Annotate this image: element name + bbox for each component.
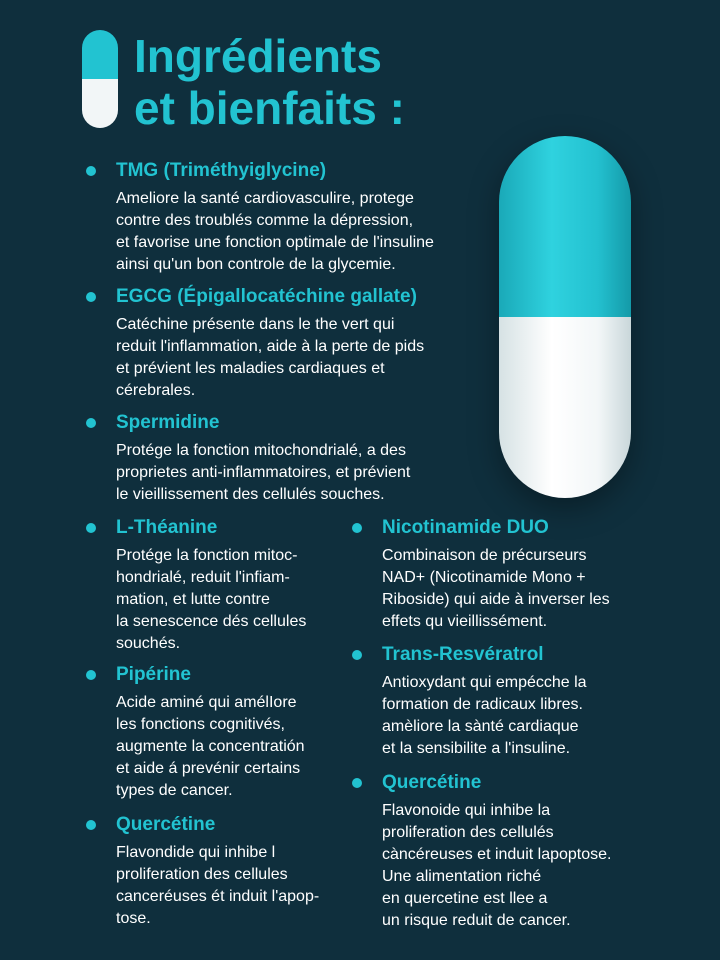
bullet-icon (86, 166, 96, 176)
ingredient-description (116, 692, 346, 802)
bullet-icon (86, 418, 96, 428)
ingredient-piperine (86, 664, 346, 802)
description-line: proliferation des cellules (116, 866, 288, 883)
ingredient-title: L-Théanine (116, 517, 218, 538)
ingredient-description (116, 314, 486, 402)
bullet-icon (86, 820, 96, 830)
description-line: Ameliore la santé cardiovasculire, protege (116, 190, 414, 207)
ingredient-title: Quercétine (116, 814, 216, 835)
ingredient-tmg (86, 160, 486, 276)
description-line: la senescence dés cellules (116, 613, 307, 630)
ingredient-title: Quercétine (382, 772, 482, 793)
description-line: NAD+ (Nicotinamide Mono + (382, 569, 586, 586)
ingredient-quercetine-right (352, 772, 652, 932)
description-line: Combinaison de précurseurs (382, 547, 587, 564)
description-line: Protége la fonction mitoc- (116, 547, 298, 564)
description-line: Flavondide qui inhibe l (116, 844, 276, 861)
large-capsule-top-half (499, 136, 631, 317)
title-line-2: et bienfaits : (134, 82, 405, 134)
description-line: cérebrales. (116, 382, 196, 399)
ingredient-title: Trans-Resvératrol (382, 644, 544, 665)
description-line: proprietes anti-inflammatoires, et prévient (116, 464, 411, 481)
description-line: Acide aminé qui amélIore (116, 694, 297, 711)
ingredient-title: Spermidine (116, 412, 220, 433)
ingredient-description (116, 440, 486, 506)
ingredient-description (382, 545, 652, 633)
description-line: tose. (116, 910, 151, 927)
ingredient-egcg (86, 286, 486, 402)
description-line: et aide á prevénir certains (116, 760, 301, 777)
ingredient-title: EGCG (Épigallocatéchine gallate) (116, 286, 417, 307)
ingredient-nicotinamide-duo (352, 517, 652, 633)
description-line: et la sensibilite a l'insuline. (382, 740, 571, 757)
description-line: contre des troublés comme la dépression, (116, 212, 414, 229)
description-line: en quercetine est llee a (382, 890, 548, 907)
large-capsule-bottom-half (499, 317, 631, 498)
description-line: ainsi qu'un bon controle de la glycemie. (116, 256, 396, 273)
bullet-icon (86, 670, 96, 680)
description-line: augmente la concentratión (116, 738, 305, 755)
capsule-bottom-half (82, 79, 118, 128)
large-capsule-illustration (499, 136, 631, 498)
description-line: Flavonoide qui inhibe la (382, 802, 551, 819)
ingredient-spermidine (86, 412, 486, 506)
description-line: effets qu vieillissément. (382, 613, 548, 630)
bullet-icon (352, 523, 362, 533)
description-line: formation de radicaux libres. (382, 696, 583, 713)
capsule-top-half (82, 30, 118, 79)
description-line: amèliore la sànté cardiaque (382, 718, 579, 735)
description-line: souchés. (116, 635, 181, 652)
ingredient-title: Pipérine (116, 664, 191, 685)
bullet-icon (86, 523, 96, 533)
description-line: reduit l'inflammation, aide à la perte de pids (116, 338, 425, 355)
ingredient-trans-resveratrol (352, 644, 652, 760)
description-line: et prévient les maladies cardiaques et (116, 360, 385, 377)
description-line: Une alimentation riché (382, 868, 542, 885)
description-line: les fonctions cognitivés, (116, 716, 285, 733)
description-line: le vieillissement des cellulés souches. (116, 486, 385, 503)
description-line: Protége la fonction mitochondrialé, a des (116, 442, 406, 459)
bullet-icon (86, 292, 96, 302)
ingredient-quercetine-left (86, 814, 356, 930)
bullet-icon (352, 778, 362, 788)
ingredient-description (382, 800, 652, 932)
page-title (134, 30, 594, 134)
description-line: hondrialé, reduit l'infiam- (116, 569, 290, 586)
description-line: Catéchine présente dans le the vert qui (116, 316, 395, 333)
description-line: types de cancer. (116, 782, 233, 799)
ingredient-description (116, 842, 356, 930)
ingredient-description (382, 672, 652, 760)
description-line: Antioxydant qui empécche la (382, 674, 587, 691)
ingredient-l-theanine (86, 517, 346, 655)
description-line: proliferation des cellulés (382, 824, 554, 841)
description-line: un risque reduit de cancer. (382, 912, 571, 929)
bullet-icon (352, 650, 362, 660)
description-line: et favorise une fonction optimale de l'insuline (116, 234, 434, 251)
ingredient-title: TMG (Triméthyiglycine) (116, 160, 327, 181)
title-line-1: Ingrédients (134, 30, 382, 82)
capsule-icon (82, 30, 118, 128)
ingredient-description (116, 545, 346, 655)
description-line: canceréuses ét induit l'apop- (116, 888, 320, 905)
ingredient-title: Nicotinamide DUO (382, 517, 549, 538)
description-line: Riboside) qui aide à inverser les (382, 591, 610, 608)
ingredient-description (116, 188, 486, 276)
description-line: mation, et lutte contre (116, 591, 270, 608)
description-line: càncéreuses et induit lapoptose. (382, 846, 612, 863)
